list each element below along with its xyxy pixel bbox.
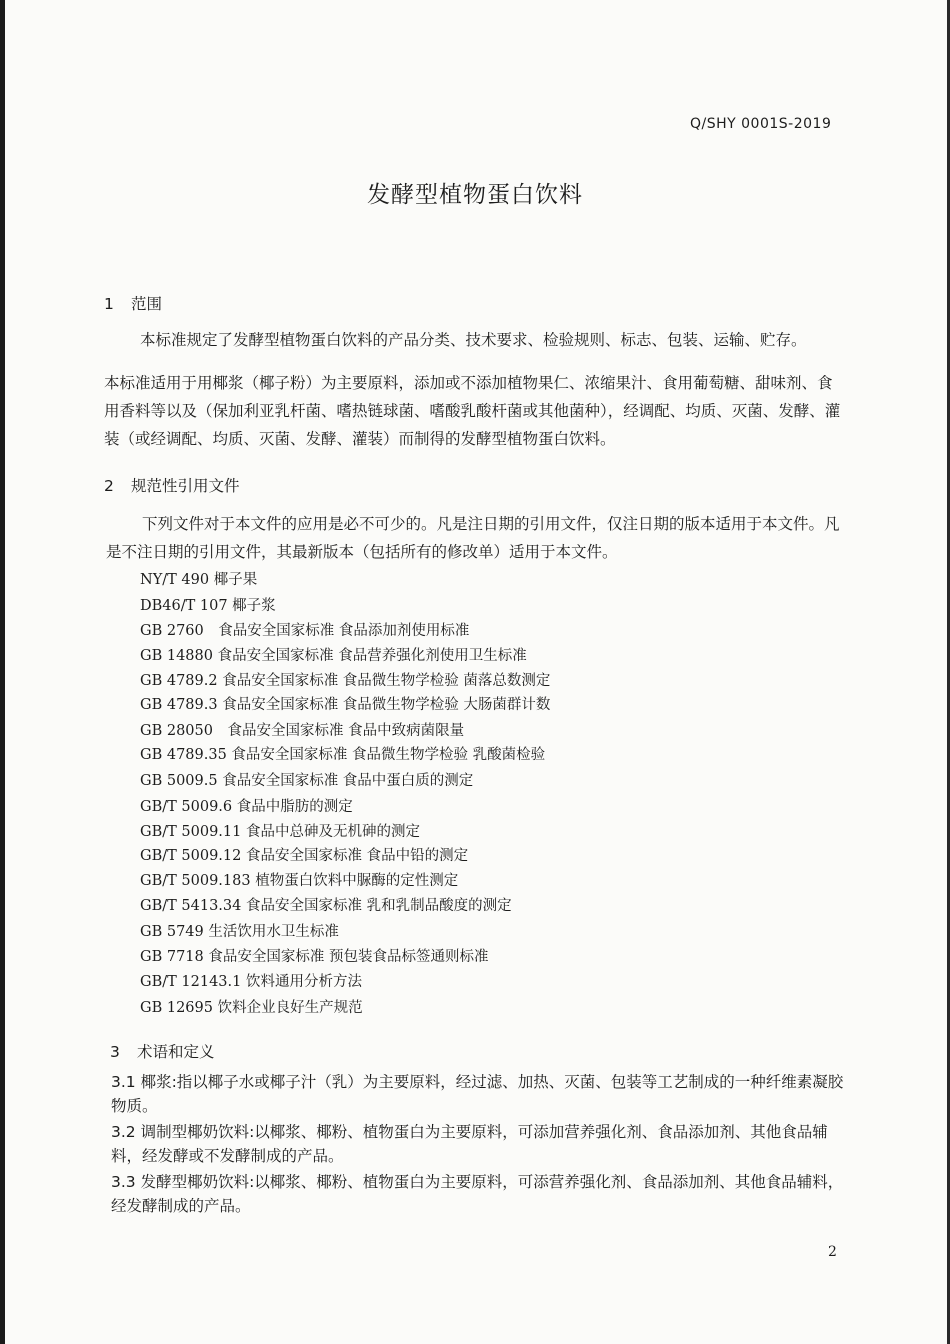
reference-item: GB/T 12143.1 饮料通用分析方法: [140, 974, 362, 990]
reference-item: GB 4789.35 食品安全国家标准 食品微生物学检验 乳酸菌检验: [140, 747, 546, 763]
section-number: 1: [104, 295, 114, 313]
reference-item: GB 4789.2 食品安全国家标准 食品微生物学检验 菌落总数测定: [140, 673, 551, 689]
reference-item: GB 5009.5 食品安全国家标准 食品中蛋白质的测定: [140, 773, 474, 789]
reference-item: NY/T 490 椰子果: [140, 572, 258, 588]
definition-item: 3.1 椰浆:指以椰子水或椰子汁（乳）为主要原料，经过滤、加热、灭菌、包装等工艺制成的一种纤维素凝胶物质。: [111, 1073, 844, 1115]
section-number: 3: [110, 1043, 120, 1061]
reference-item: GB 5749 生活饮用水卫生标准: [140, 924, 339, 940]
reference-item: GB/T 5009.6 食品中脂肪的测定: [140, 799, 353, 815]
section-3-heading: [110, 1040, 215, 1062]
section-2-heading: [104, 474, 240, 496]
reference-item: GB 14880 食品安全国家标准 食品营养强化剂使用卫生标准: [140, 648, 527, 664]
definition-item: 3.2 调制型椰奶饮料:以椰浆、椰粉、植物蛋白为主要原料，可添加营养强化剂、食品添加剂、其他食品辅料，经发酵或不发酵制成的产品。: [111, 1123, 828, 1165]
section-title: 规范性引用文件: [131, 477, 240, 495]
reference-item: DB46/T 107 椰子浆: [140, 598, 276, 614]
scope-paragraph-1: 本标准规定了发酵型植物蛋白饮料的产品分类、技术要求、检验规则、标志、包装、运输、贮存。: [140, 331, 807, 349]
scope-paragraph-2: 本标准适用于用椰浆（椰子粉）为主要原料，添加或不添加植物果仁、浓缩果汁、食用葡萄糖、甜味剂、食用香料等以及（保加利亚乳杆菌、嗜热链球菌、嗜酸乳酸杆菌或其他菌种），经调配、均质、灭菌、发酵、灌装（或经调配、均质、灭菌、发酵、灌装）而制得的发酵型植物蛋白饮料。: [104, 374, 841, 448]
section-number: 2: [104, 477, 114, 495]
document-title: 发酵型植物蛋白饮料: [367, 182, 583, 208]
definition-item: 3.3 发酵型椰奶饮料:以椰浆、椰粉、植物蛋白为主要原料，可添营养强化剂、食品添加剂、其他食品辅料，经发酵制成的产品。: [111, 1173, 844, 1215]
reference-item: GB 28050 食品安全国家标准 食品中致病菌限量: [140, 723, 465, 739]
reference-item: GB/T 5009.11 食品中总砷及无机砷的测定: [140, 824, 420, 840]
references-intro: 下列文件对于本文件的应用是必不可少的。凡是注日期的引用文件，仅注日期的版本适用于本文件。凡是不注日期的引用文件，其最新版本（包括所有的修改单）适用于本文件。: [106, 515, 840, 561]
page-number: 2: [828, 1244, 837, 1260]
reference-item: GB 7718 食品安全国家标准 预包装食品标签通则标准: [140, 949, 489, 965]
document-code: Q/SHY 0001S-2019: [690, 116, 832, 132]
reference-item: GB 4789.3 食品安全国家标准 食品微生物学检验 大肠菌群计数: [140, 697, 551, 713]
reference-item: GB/T 5009.183 植物蛋白饮料中脲酶的定性测定: [140, 873, 459, 889]
reference-item: GB/T 5413.34 食品安全国家标准 乳和乳制品酸度的测定: [140, 898, 512, 914]
reference-item: GB 2760 食品安全国家标准 食品添加剂使用标准: [140, 623, 470, 639]
section-title: 范围: [131, 295, 163, 313]
section-title: 术语和定义: [137, 1043, 215, 1061]
section-1-heading: [104, 292, 162, 314]
reference-item: GB 12695 饮料企业良好生产规范: [140, 1000, 363, 1016]
reference-item: GB/T 5009.12 食品安全国家标准 食品中铅的测定: [140, 848, 469, 864]
